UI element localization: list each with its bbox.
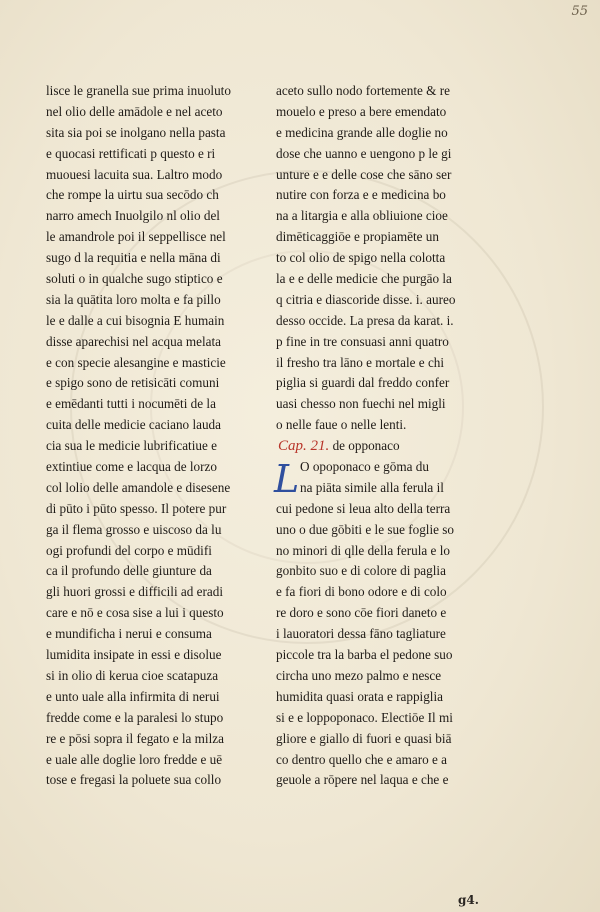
text-line: o nelle faue o nelle lenti. bbox=[276, 417, 407, 433]
text-line: e fa fiori di bono odore e di colo bbox=[276, 584, 447, 600]
text-line: aceto sullo nodo fortemente & re bbox=[276, 83, 450, 98]
text-line: e quocasi rettificati p questo e ri bbox=[46, 145, 216, 161]
text-line: il fresho tra lāno e mortale e chi bbox=[276, 354, 445, 370]
text-line: desso occide. La presa da karat. i. bbox=[276, 312, 454, 328]
text-line: la e e delle medicie che purgāo la bbox=[276, 271, 452, 287]
text-line: circha uno mezo palmo e nesce bbox=[276, 667, 442, 683]
text-line: care e nō e cosa sise a lui i questo bbox=[46, 605, 224, 621]
text-line: gonbito suo e di colore di paglia bbox=[276, 563, 446, 579]
left-text-column bbox=[46, 81, 242, 791]
text-line: p fine in tre consuasi anni quatro bbox=[276, 333, 449, 349]
text-line: si in olio di kerua cioe scatapuza bbox=[46, 667, 219, 683]
text-line: sita sia poi se inolgano nella pasta bbox=[46, 124, 226, 140]
text-line: dimēticaggiōe e propiamēte un bbox=[276, 229, 439, 245]
text-line: cui pedone si leua alto della terra bbox=[276, 500, 451, 516]
text-line: i lauoratori dessa fāno tagliature bbox=[276, 626, 446, 642]
text-line: no minori di qlle della ferula e lo bbox=[276, 542, 450, 558]
chapter-title: de opponaco bbox=[332, 438, 400, 454]
decorated-initial: L bbox=[274, 457, 300, 502]
text-line: disse aparechisi nel acqua melata bbox=[46, 333, 222, 349]
text-line: e con specie alesangine e masticie bbox=[46, 354, 226, 370]
signature-mark: g4. bbox=[458, 893, 479, 907]
text-line: e emēdanti tutti i nocumēti de la bbox=[46, 396, 216, 412]
text-line: gliore e giallo di fuori e quasi biā bbox=[276, 730, 452, 746]
text-line: na piāta simile alla ferula il bbox=[300, 479, 444, 495]
text-line: nutire con forza e e medicina bo bbox=[276, 187, 446, 203]
text-line: re e pōsi sopra il fegato e la milza bbox=[46, 730, 224, 746]
text-line: fredde come e la paralesi lo stupo bbox=[46, 709, 224, 725]
text-line: uno o due gōbiti e le sue foglie so bbox=[276, 521, 454, 537]
text-line: col lolio delle amandole e disesene bbox=[46, 479, 231, 495]
text-line: cuita delle medicie caciano lauda bbox=[46, 417, 222, 433]
text-line: le amandrole poi il seppellisce nel bbox=[46, 229, 226, 245]
text-line: to col olio de spigo nella colotta bbox=[276, 250, 446, 266]
text-line: e uale alle doglie loro fredde e uē bbox=[46, 751, 223, 767]
text-line: e mundificha i nerui e consuma bbox=[46, 626, 212, 642]
text-line: humidita quasi orata e rappiglia bbox=[276, 688, 443, 704]
text-line: narro amech Inuolgilo nl olio del bbox=[46, 208, 220, 224]
text-line: muouesi lacuita sua. Laltro modo bbox=[46, 166, 223, 182]
text-line: dose che uanno e uengono p le gi bbox=[276, 145, 452, 161]
chapter-rubric: Cap. 21. bbox=[278, 438, 330, 455]
text-line: O opoponaco e gōma du bbox=[300, 459, 429, 475]
text-line: nel olio delle amādole e nel aceto bbox=[46, 103, 223, 119]
text-line: soluti o in qualche sugo stiptico e bbox=[46, 271, 223, 287]
text-line: che rompe la uirtu sua secōdo ch bbox=[46, 187, 219, 203]
right-text-column bbox=[276, 81, 472, 791]
text-line: sugo d la requitia e nella māna di bbox=[46, 250, 221, 266]
text-line: na a litargia e alla obliuione cioe bbox=[276, 208, 448, 224]
text-line: sia la quātita loro molta e fa pillo bbox=[46, 291, 221, 307]
folio-number-top: 55 bbox=[571, 4, 588, 19]
text-line: ga il flema grosso e uiscoso da lu bbox=[46, 521, 222, 537]
text-line: mouelo e preso a bere emendato bbox=[276, 103, 447, 119]
text-line: re doro e sono cōe fiori daneto e bbox=[276, 605, 447, 621]
text-line: uasi chesso non fuechi nel migli bbox=[276, 396, 446, 412]
text-line: e unto uale alla infirmita di nerui bbox=[46, 688, 220, 704]
text-line: si e e loppoponaco. Electiōe Il mi bbox=[276, 709, 453, 725]
text-line: di pūto i pūto spesso. Il potere pur bbox=[46, 500, 227, 516]
text-line: le e dalle a cui bisognia E humain bbox=[46, 312, 225, 328]
text-line: q citria e diascoride disse. i. aureo bbox=[276, 291, 456, 307]
text-line: gli huori grossi e difficili ad eradi bbox=[46, 584, 224, 600]
text-line: ca il profundo delle giunture da bbox=[46, 563, 212, 579]
text-line: piglia si guardi dal freddo confer bbox=[276, 375, 450, 391]
text-line: co dentro quello che e amaro e a bbox=[276, 751, 447, 767]
text-line: tose e fregasi la poluete sua collo bbox=[46, 772, 222, 788]
text-line: geuole a rōpere nel laqua e che e bbox=[276, 772, 449, 788]
text-line: cia sua le medicie lubrificatiue e bbox=[46, 438, 217, 454]
text-line: ogi profundi del corpo e mūdifi bbox=[46, 542, 212, 558]
text-line: lumidita insipate in essi e disolue bbox=[46, 647, 222, 663]
text-line: piccole tra la barba el pedone suo bbox=[276, 647, 453, 663]
text-line: extintiue come e lacqua de lorzo bbox=[46, 459, 217, 475]
text-line: e medicina grande alle doglie no bbox=[276, 124, 448, 140]
chapter-heading bbox=[278, 436, 472, 457]
text-line: lisce le granella sue prima inuoluto bbox=[46, 83, 231, 98]
text-line: e spigo sono de retisicāti comuni bbox=[46, 375, 220, 391]
text-line: unture e e delle cose che sāno ser bbox=[276, 166, 452, 182]
